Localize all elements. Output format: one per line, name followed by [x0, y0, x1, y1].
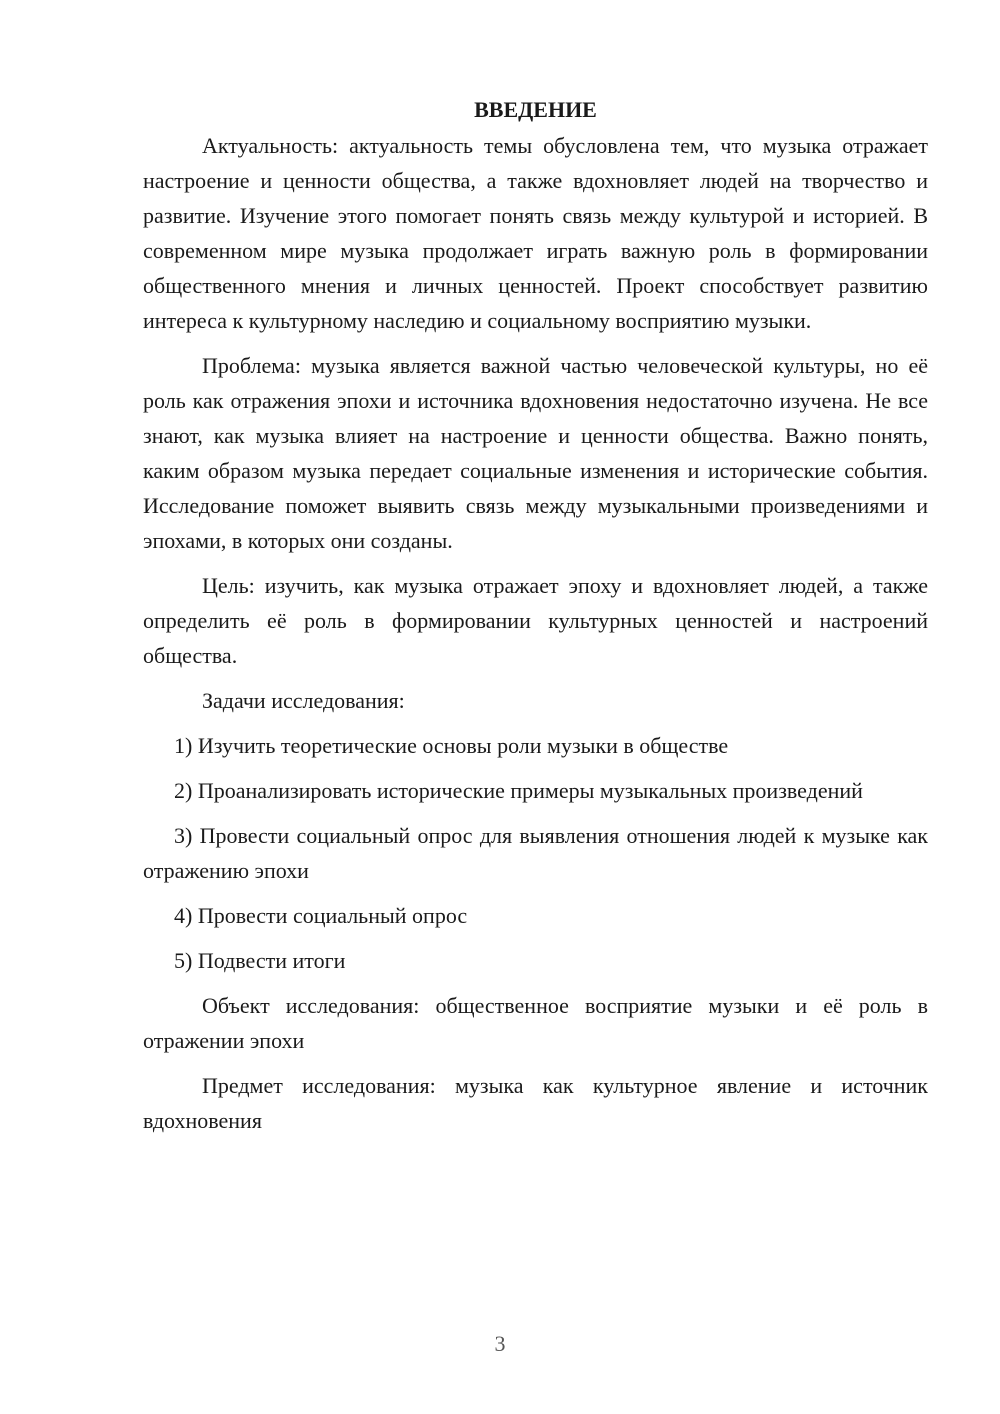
relevance-paragraph: Актуальность: актуальность темы обусловлена тем, что музыка отражает настроение и ценности общества, а также вдохновляет людей на творчество и развитие. Изучение этого помогает понять связь между культурой и историей. В современном мире музыка продолжает играть важную роль в формировании общественного мнения и личных ценностей. Проект способствует развитию интереса к культурному наследию и социальному восприятию музыки.	[143, 133, 928, 333]
task-item: 4) Провести социальный опрос	[174, 903, 468, 928]
task-item: 5) Подвести итоги	[174, 948, 346, 973]
task-item: 1) Изучить теоретические основы роли музыки в обществе	[174, 733, 729, 758]
section-heading: ВВЕДЕНИЕ	[474, 97, 597, 122]
subject-paragraph: Предмет исследования: музыка как культурное явление и источник вдохновения	[143, 1073, 928, 1133]
tasks-title: Задачи исследования:	[202, 688, 405, 713]
page-number: 3	[494, 1331, 506, 1356]
goal-paragraph: Цель: изучить, как музыка отражает эпоху и вдохновляет людей, а также определить её роль в формировании культурных ценностей и настроений общества.	[143, 573, 928, 668]
problem-paragraph: Проблема: музыка является важной частью человеческой культуры, но её роль как отражения эпохи и источника вдохновения недостаточно изучена. Не все знают, как музыка влияет на настроение и ценности общества. Важно понять, каким образом музыка передает социальные изменения и исторические события. Исследование поможет выявить связь между музыкальными произведениями и эпохами, в которых они созданы.	[143, 353, 928, 553]
task-item: 2) Проанализировать исторические примеры музыкальных произведений	[174, 778, 863, 803]
object-paragraph: Объект исследования: общественное восприятие музыки и её роль в отражении эпохи	[143, 993, 928, 1053]
task-item: 3) Провести социальный опрос для выявления отношения людей к музыке как отражению эпохи	[143, 823, 928, 883]
document-body	[143, 92, 928, 1148]
